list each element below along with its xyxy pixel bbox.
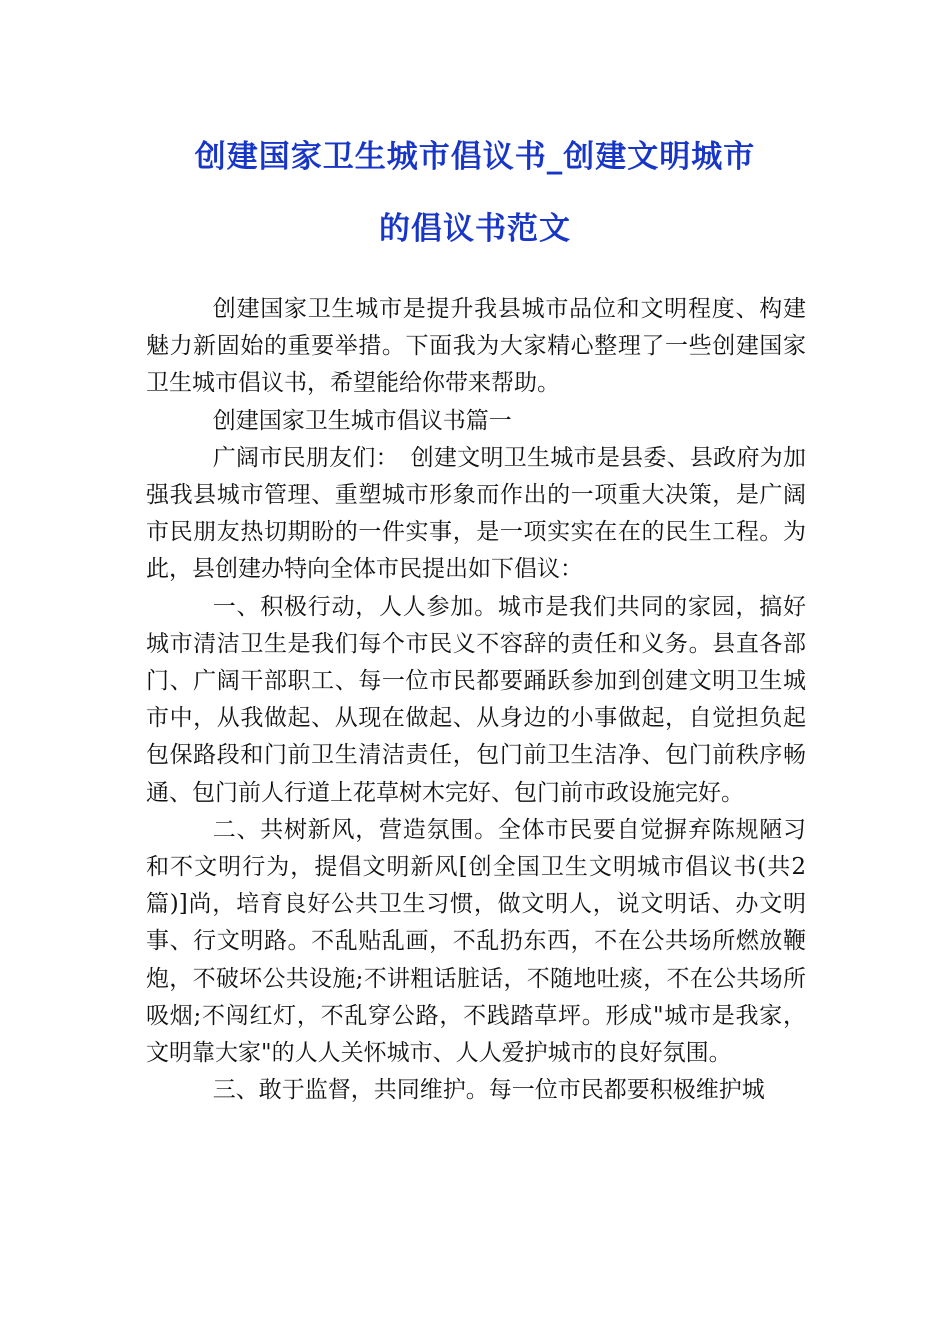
section-heading: 创建国家卫生城市倡议书篇一	[212, 407, 512, 434]
salutation-paragraph: 广阔市民朋友们： 创建文明卫生城市是县委、县政府为加强我县城市管理、重塑城市形象而作出的一项重大决策，是广阔市民朋友热切期盼的一件实事，是一项实实在在的民生工程。为此，县创建办特向全体市民提出如下倡议：	[146, 444, 806, 583]
document-title-line-2: 的倡议书范文	[379, 211, 571, 247]
proposal-paragraph-1: 一、积极行动，人人参加。城市是我们共同的家园，搞好城市清洁卫生是我们每个市民义不容辞的责任和义务。县直各部门、广阔干部职工、每一位市民都要踊跃参加到创建文明卫生城市中，从我做起、从现在做起、从身边的小事做起，自觉担负起包保路段和门前卫生清洁责任，包门前卫生洁净、包门前秩序畅通、包门前人行道上花草树木完好、包门前市政设施完好。	[146, 593, 806, 806]
document-title-line-1: 创建国家卫生城市倡议书_创建文明城市	[194, 139, 756, 175]
proposal-paragraph-2: 二、共树新风，营造氛围。全体市民要自觉摒弃陈规陋习和不文明行为，提倡文明新风[创全国卫生文明城市倡议书(共2篇)]尚，培育良好公共卫生习惯，做文明人，说文明话、办文明事、行文明路。不乱贴乱画，不乱扔东西，不在公共场所燃放鞭炮，不破坏公共设施;不讲粗话脏话，不随地吐痰，不在公共场所吸烟;不闯红灯，不乱穿公路，不践踏草坪。形成"城市是我家，文明靠大家"的人人关怀城市、人人爱护城市的良好氛围。	[146, 816, 806, 1067]
proposal-paragraph-3: 三、敢于监督，共同维护。每一位市民都要积极维护城	[212, 1077, 765, 1104]
intro-paragraph: 创建国家卫生城市是提升我县城市品位和文明程度、构建魅力新固始的重要举措。下面我为大家精心整理了一些创建国家卫生城市倡议书，希望能给你带来帮助。	[146, 296, 806, 397]
document-body	[146, 291, 806, 1109]
